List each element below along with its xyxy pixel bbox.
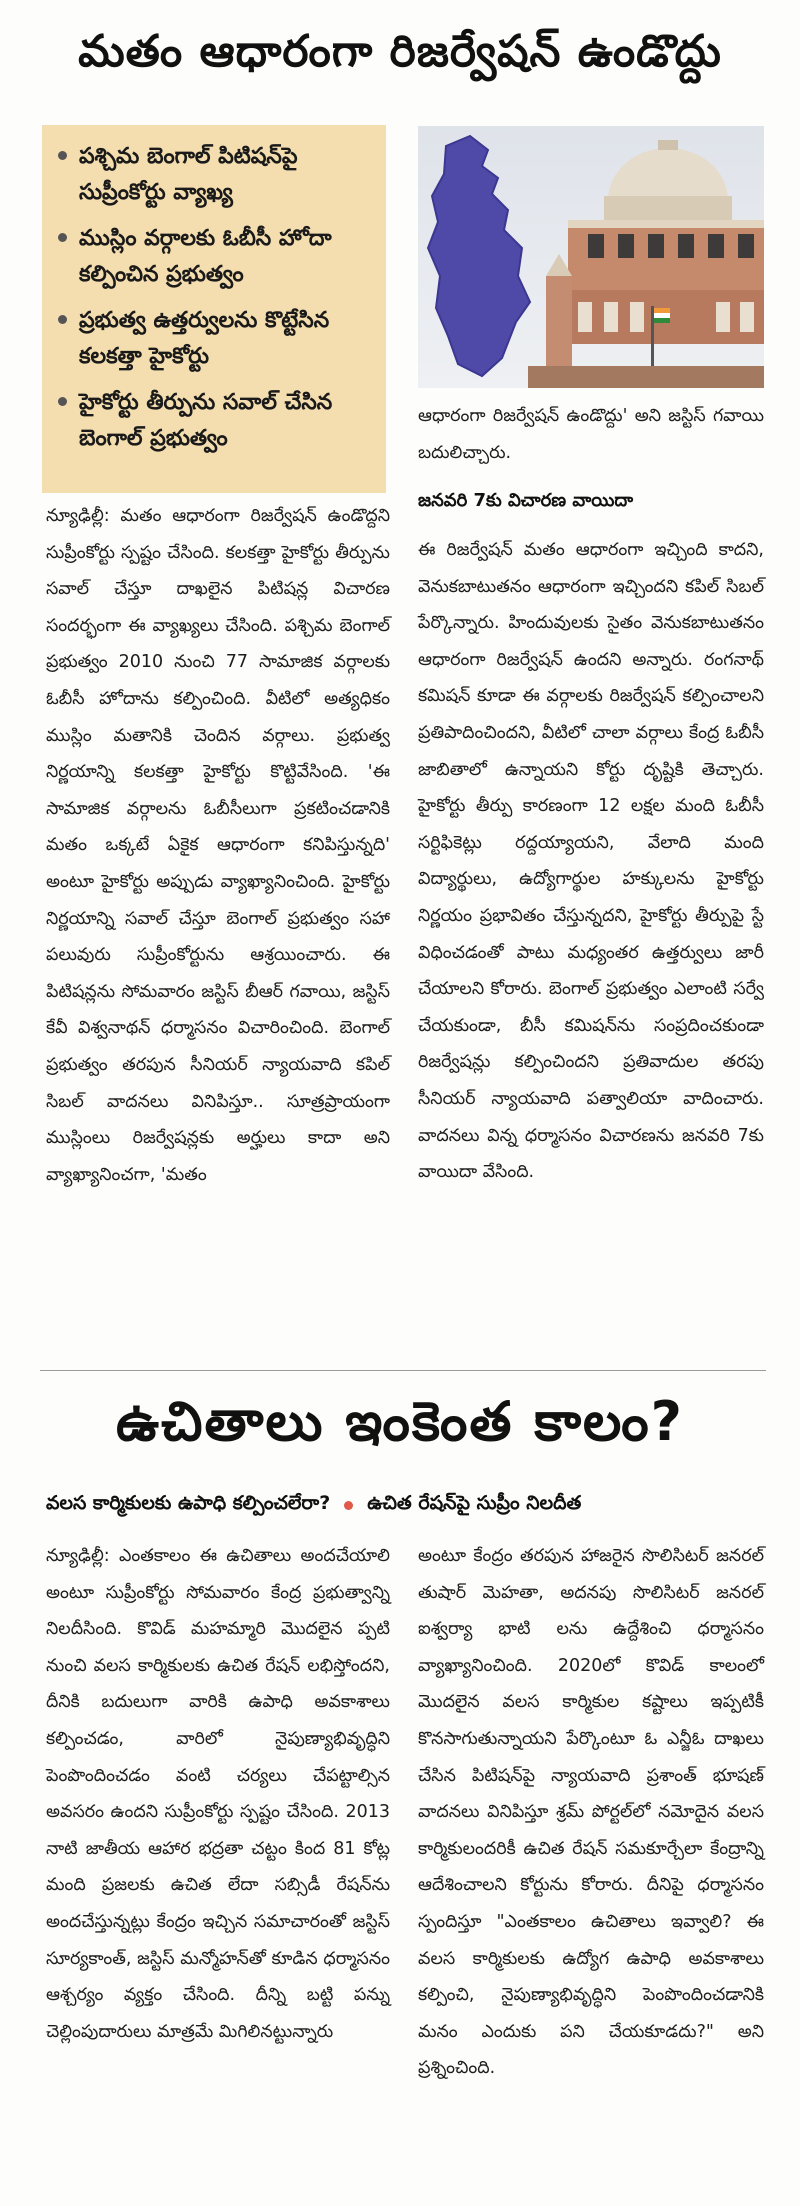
highlight-text: ముస్లిం వర్గాలకు ఓబీసీ హోదా కల్పించిన ప్రభుత్వం xyxy=(79,226,332,287)
story2-left-column: న్యూఢిల్లీ: ఎంతకాలం ఈ ఉచితాలు అందచేయాలి అంటూ సుప్రీంకోర్టు సోమవారం కేంద్ర ప్రభుత్వాన్ని నిలదీసింది. కొవిడ్ మహమ్మారి మొదలైన ప్పటి నుంచి వలస కార్మికులకు ఉచిత రేషన్ లభిస్తోందని, దీనికి బదులుగా వారికి ఉపాధి అవకాశాలు కల్పించడం, వారిలో నైపుణ్యాభివృద్ధిని పెంపొందించడం వంటి చర్యలు చేపట్టాల్సిన అవసరం ఉందని సుప్రీంకోర్టు స్పష్టం చేసింది. 2013 నాటి జాతీయ ఆహార భద్రతా చట్టం కింద 81 కోట్ల మంది ప్రజలకు ఉచిత లేదా సబ్సిడీ రేషన్‌ను అందచేస్తున్నట్లు కేంద్రం ఇచ్చిన సమాచారంతో జస్టిస్ సూర్యకాంత్, జస్టిస్ మన్మోహన్‌తో కూడిన ధర్మాసనం ఆశ్చర్యం వ్యక్తం చేసింది. దీన్ని బట్టి పన్ను చెల్లింపుదారులు మాత్రమే మిగిలినట్టున్నారు xyxy=(46,1546,390,2042)
bullet-icon xyxy=(58,233,67,242)
story1-left-column: న్యూఢిల్లీ: మతం ఆధారంగా రిజర్వేషన్ ఉండొద్దని సుప్రీంకోర్టు స్పష్టం చేసింది. కలకత్తా హైకోర్టు తీర్పును సవాల్ చేస్తూ దాఖలైన పిటిషన్ల విచారణ సందర్భంగా ఈ వ్యాఖ్యలు చేసింది. పశ్చిమ బెంగాల్ ప్రభుత్వం 2010 నుంచి 77 సామాజిక వర్గాలకు ఓబీసీ హోదాను కల్పించింది. వీటిలో అత్యధికం ముస్లిం మతానికి చెందిన వర్గాలు. ప్రభుత్వ నిర్ణయాన్ని కలకత్తా హైకోర్టు కొట్టివేసింది. 'ఈ సామాజిక వర్గాలను ఓబీసీలుగా ప్రకటించడానికి మతం ఒక్కటే ఏకైక ఆధారంగా కనిపిస్తున్నది' అంటూ హైకోర్టు అప్పుడు వ్యాఖ్యానించింది. హైకోర్టు నిర్ణయాన్ని సవాల్ చేస్తూ బెంగాల్ ప్రభుత్వం సహా పలువురు సుప్రీంకోర్టును ఆశ్రయించారు. ఈ పిటిషన్లను సోమవారం జస్టిస్ బీఆర్ గవాయి, జస్టిస్ కేవీ విశ్వనాథన్ ధర్మాసనం విచారించింది. బెంగాల్ ప్రభుత్వం తరపున సీనియర్ న్యాయవాది కపిల్ సిబల్ వాదనలు వినిపిస్తూ.. సూత్రప్రాయంగా ముస్లింలు రిజర్వేషన్లకు అర్హులు కాదా అని వ్యాఖ్యానించగా, 'మతం xyxy=(46,506,390,1185)
highlight-item xyxy=(58,139,370,211)
bullet-icon xyxy=(58,151,67,160)
story1-right-continuation: ఆధారంగా రిజర్వేషన్ ఉండొద్దు' అని జస్టిస్ గవాయి బదులిచ్చారు. xyxy=(418,406,764,463)
headline-freebies: ఉచితాలు ఇంకెంత కాలం? xyxy=(115,1390,684,1453)
bullet-icon xyxy=(58,315,67,324)
separator-dot-icon xyxy=(344,1501,353,1510)
headline-religion-reservation: మతం ఆధారంగా రిజర్వేషన్ ఉండొద్దు xyxy=(78,26,722,77)
highlight-item xyxy=(58,221,370,293)
section-divider xyxy=(40,1370,766,1371)
story2-subheading-right: ఉచిత రేషన్‌పై సుప్రీం నిలదీత xyxy=(367,1492,582,1514)
highlight-text: హైకోర్టు తీర్పును సవాల్ చేసిన బెంగాల్ ప్రభుత్వం xyxy=(79,390,333,451)
story2-subheading-left: వలస కార్మికులకు ఉపాధి కల్పించలేరా? xyxy=(46,1492,331,1514)
highlights-box xyxy=(42,125,386,493)
highlight-item xyxy=(58,385,370,457)
story2-subheading-line xyxy=(46,1492,766,1519)
highlight-text: ప్రభుత్వ ఉత్తర్వులను కొట్టేసిన కలకత్తా హైకోర్టు xyxy=(79,308,330,369)
highlight-item xyxy=(58,303,370,375)
story1-right-column: ఈ రిజర్వేషన్ మతం ఆధారంగా ఇచ్చింది కాదని, వెనుకబాటుతనం ఆధారంగా ఇచ్చిందని కపిల్ సిబల్ పేర్కొన్నారు. హిందువులకు సైతం వెనుకబాటుతనం ఆధారంగా రిజర్వేషన్ ఉందని అన్నారు. రంగనాథ్ కమిషన్ కూడా ఈ వర్గాలకు రిజర్వేషన్ కల్పించాలని ప్రతిపాదించిందని, వీటిలో చాలా వర్గాలు కేంద్ర ఓబీసీ జాబితాలో ఉన్నాయని కోర్టు దృష్టికి తెచ్చారు. హైకోర్టు తీర్పు కారణంగా 12 లక్షల మంది ఓబీసీ సర్టిఫికెట్లు రద్దయ్యాయని, వేలాది మంది విద్యార్థులు, ఉద్యోగార్థుల హక్కులను హైకోర్టు నిర్ణయం ప్రభావితం చేస్తున్నదని, హైకోర్టు తీర్పుపై స్టే విధించడంతో పాటు మధ్యంతర ఉత్తర్వులు జారీ చేయాలని కోరారు. బెంగాల్ ప్రభుత్వం ఎలాంటి సర్వే చేయకుండా, బీసీ కమిషన్‌ను సంప్రదించకుండా రిజర్వేషన్లు కల్పించిందని ప్రతివాదుల తరపు సీనియర్ న్యాయవాది పత్వాలియా వాదించారు. వాదనలు విన్న ధర్మాసనం విచారణను జనవరి 7కు వాయిదా వేసింది. xyxy=(418,540,764,1183)
story1-subheading: జనవరి 7కు విచారణ వాయిదా xyxy=(418,490,634,511)
supreme-court-map-photo xyxy=(418,126,764,388)
highlight-text: పశ్చిమ బెంగాల్ పిటిషన్‌పై సుప్రీంకోర్టు వ్యాఖ్య xyxy=(79,144,298,205)
story2-right-column: అంటూ కేంద్రం తరపున హాజరైన సొలిసిటర్ జనరల్ తుషార్ మెహతా, అదనపు సొలిసిటర్ జనరల్ ఐశ్వర్యా భాటి లను ఉద్దేశించి ధర్మాసనం వ్యాఖ్యానించింది. 2020లో కొవిడ్ కాలంలో మొదలైన వలస కార్మికుల కష్టాలు ఇప్పటికీ కొనసాగుతున్నాయని పేర్కొంటూ ఓ ఎన్జీఓ దాఖలు చేసిన పిటిషన్‌పై న్యాయవాది ప్రశాంత్ భూషణ్ వాదనలు వినిపిస్తూ శ్రమ్ పోర్టల్‌లో నమోదైన వలస కార్మికులందరికీ ఉచిత రేషన్ సమకూర్చేలా కేంద్రాన్ని ఆదేశించాలని కోర్టును కోరారు. దీనిపై ధర్మాసనం స్పందిస్తూ "ఎంతకాలం ఉచితాలు ఇవ్వాలి? ఈ వలస కార్మికులకు ఉద్యోగ ఉపాధి అవకాశాలు కల్పించి, నైపుణ్యాభివృద్ధిని పెంపొందించడానికి మనం ఎందుకు పని చేయకూడదు?" అని ప్రశ్నించింది. xyxy=(418,1546,764,2079)
bullet-icon xyxy=(58,397,67,406)
